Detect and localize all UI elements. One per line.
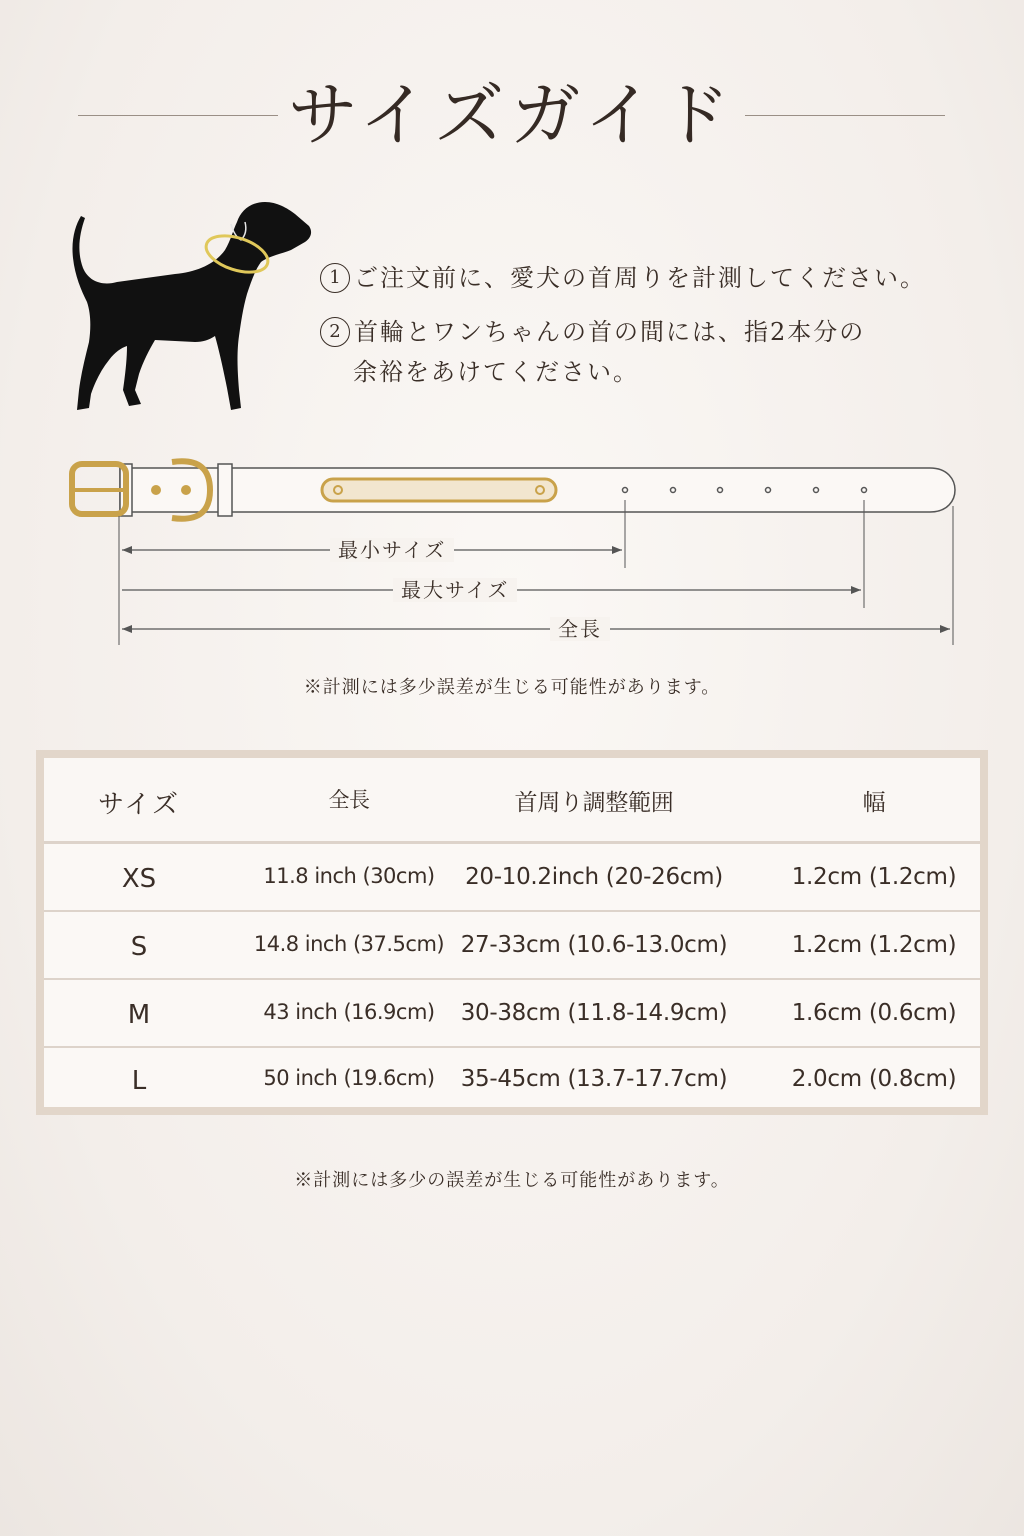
page-title: サイズガイド: [287, 74, 737, 156]
cell-neck: 27-33cm (10.6-13.0cm): [460, 932, 728, 958]
instruction-text-2a: 首輪とワンちゃんの首の間には、指2本分の: [354, 318, 866, 346]
table-row: [44, 1046, 980, 1112]
cell-width: 1.6cm (0.6cm): [791, 1000, 957, 1026]
dog-silhouette-icon: [55, 190, 315, 415]
instruction-step-1: [320, 258, 926, 298]
cell-neck: 35-45cm (13.7-17.7cm): [460, 1066, 728, 1092]
collar-diagram: [60, 450, 970, 650]
step-number-1: 1: [320, 263, 350, 293]
cell-neck: 20-10.2inch (20-26cm): [465, 864, 723, 890]
max-size-label: 最大サイズ: [393, 578, 517, 602]
measurement-note-top: ※計測には多少誤差が生じる可能性があります。: [303, 677, 721, 698]
cell-size: L: [131, 1066, 147, 1096]
cell-size: M: [127, 1000, 151, 1030]
instruction-text-2b: 余裕をあけてください。: [353, 358, 639, 386]
cell-width: 1.2cm (1.2cm): [791, 932, 957, 958]
cell-length: 11.8 inch (30cm): [263, 864, 435, 888]
header-neck-range: 首周り調整範囲: [514, 790, 674, 816]
instruction-text-1: ご注文前に、愛犬の首周りを計測してください。: [354, 264, 926, 292]
cell-width: 1.2cm (1.2cm): [791, 864, 957, 890]
cell-length: 43 inch (16.9cm): [263, 1000, 435, 1024]
size-table-inner: [44, 758, 980, 1107]
cell-size: XS: [121, 864, 157, 894]
title-divider-right: [745, 115, 945, 116]
header-size: サイズ: [98, 790, 180, 820]
title-row: [0, 70, 1024, 170]
cell-length: 14.8 inch (37.5cm): [253, 932, 445, 956]
size-table: [36, 750, 988, 1115]
table-header: [44, 758, 980, 844]
header-width: 幅: [862, 790, 886, 816]
title-divider-left: [78, 115, 278, 116]
total-length-label: 全長: [550, 617, 610, 641]
min-size-label: 最小サイズ: [330, 538, 454, 562]
measurement-note-bottom: ※計測には多少の誤差が生じる可能性があります。: [294, 1170, 730, 1191]
table-row: [44, 912, 980, 980]
table-row: [44, 844, 980, 912]
cell-width: 2.0cm (0.8cm): [791, 1066, 957, 1092]
header-length: 全長: [328, 788, 370, 812]
cell-neck: 30-38cm (11.8-14.9cm): [460, 1000, 728, 1026]
step-number-2: 2: [320, 317, 350, 347]
table-row: [44, 980, 980, 1048]
cell-length: 50 inch (19.6cm): [263, 1066, 435, 1090]
cell-size: S: [130, 932, 148, 962]
instruction-step-2: [320, 312, 865, 392]
